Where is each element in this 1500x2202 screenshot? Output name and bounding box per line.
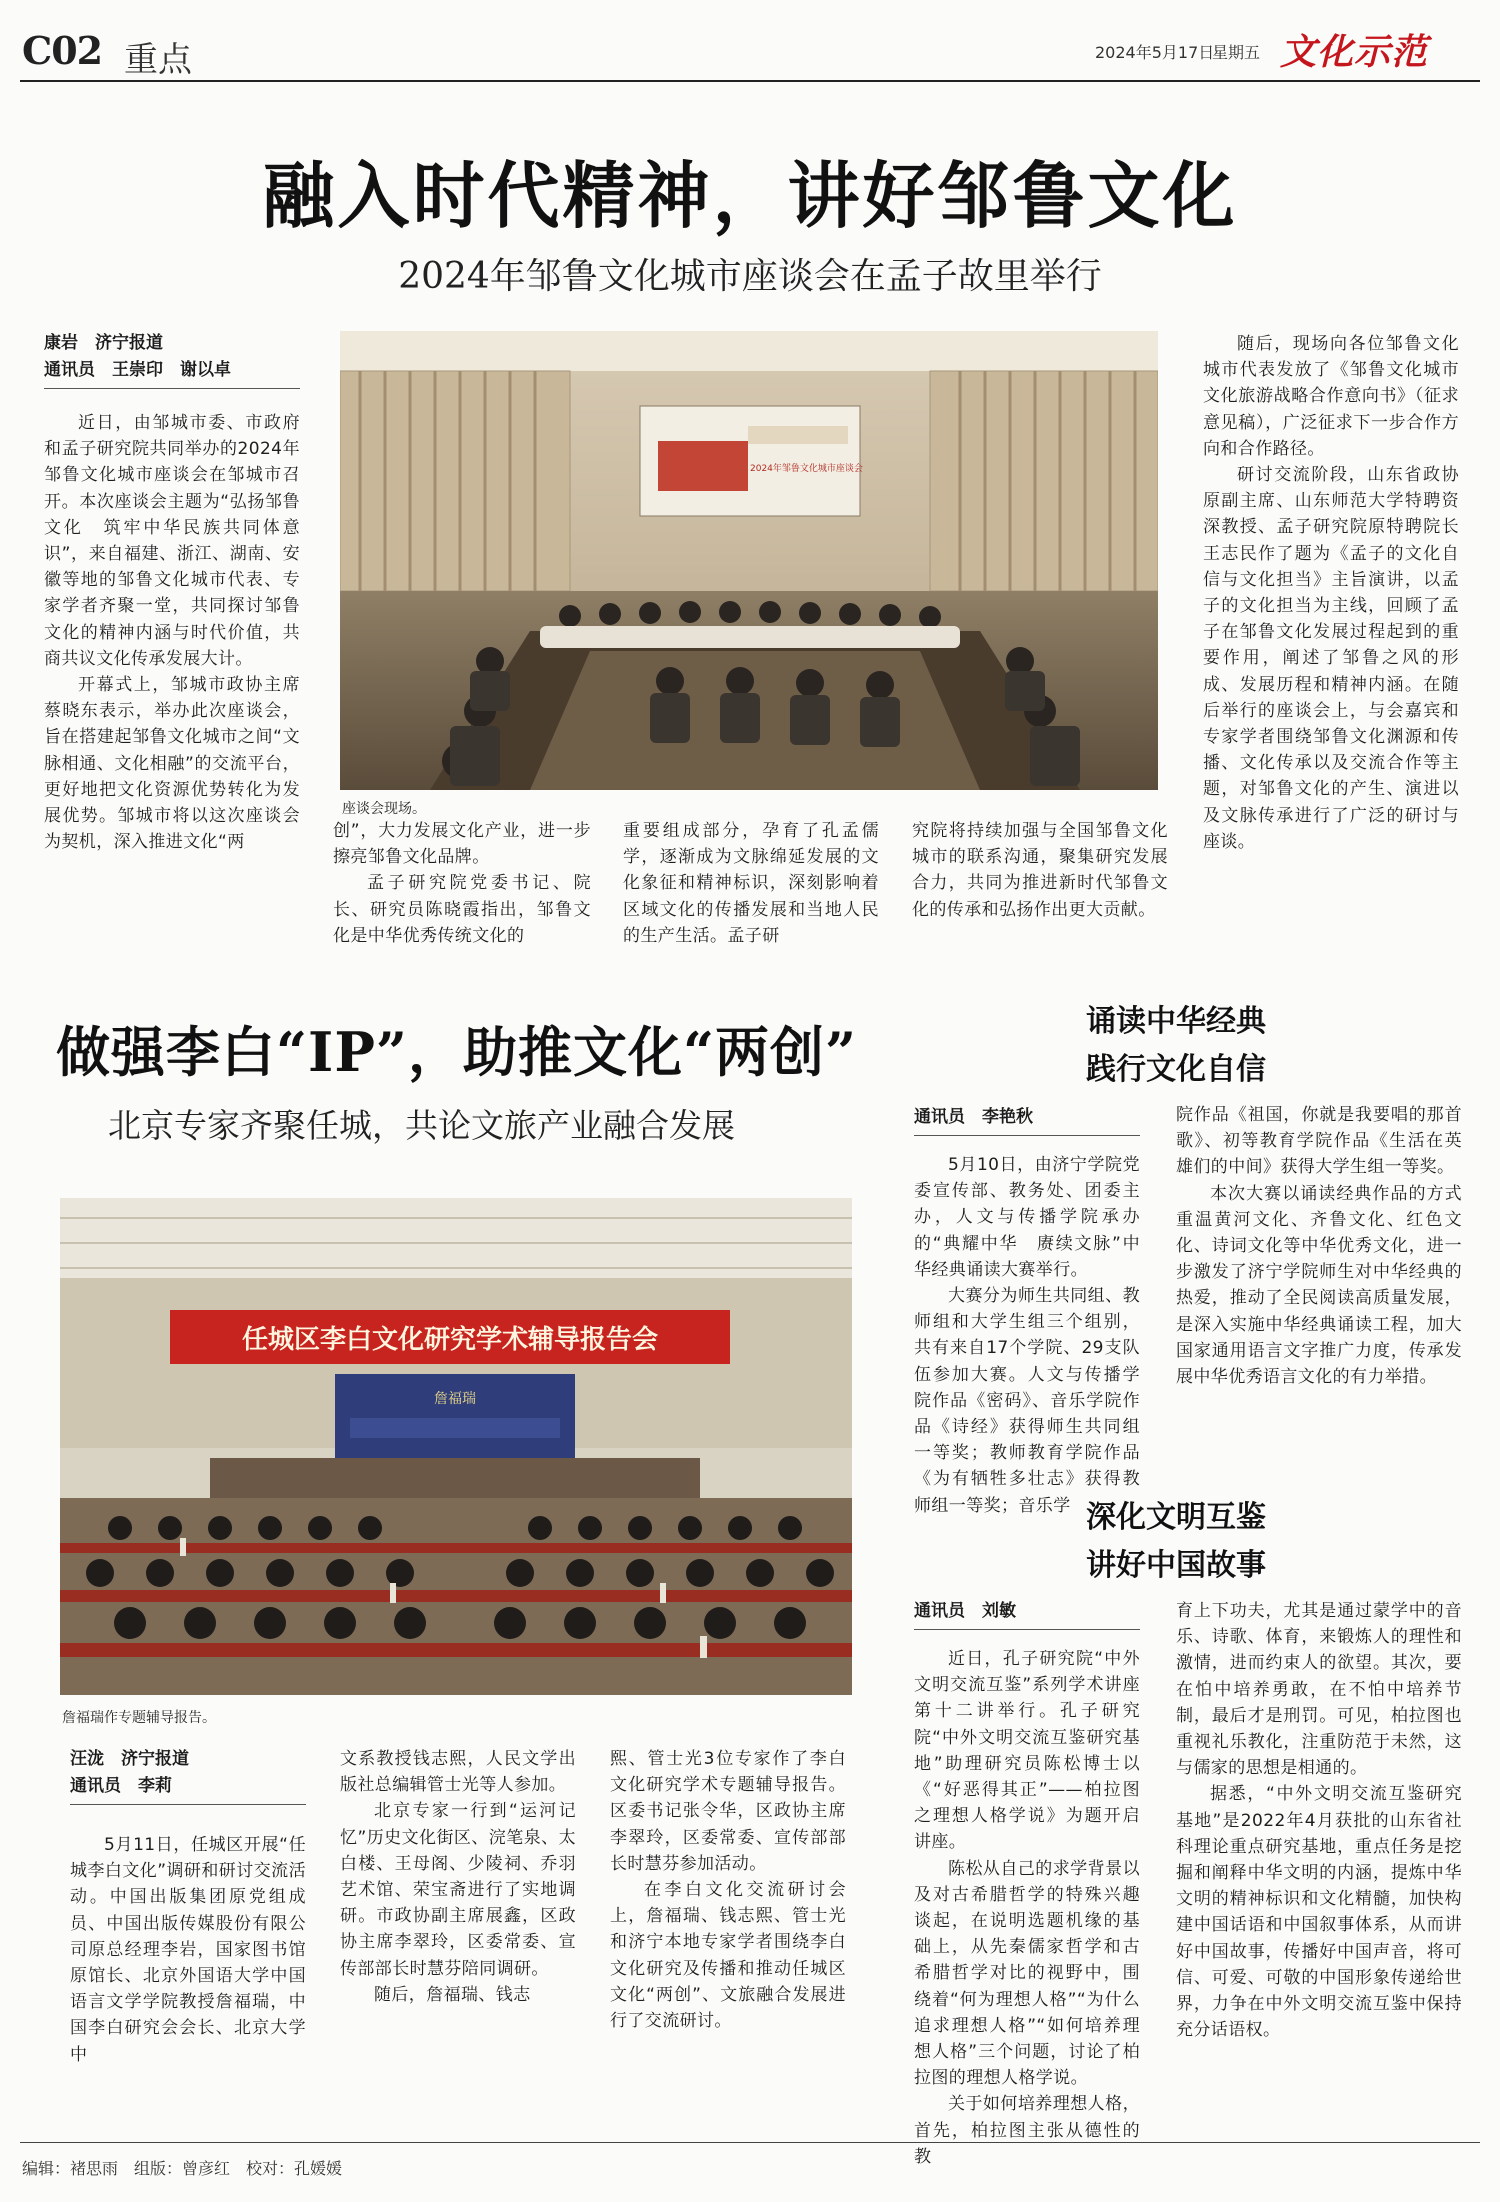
story3-byline-correspondent: 通讯员 李艳秋 bbox=[914, 1107, 1033, 1127]
page-code: C02 bbox=[22, 28, 103, 73]
story1-column-3 bbox=[623, 818, 879, 949]
story1-byline bbox=[44, 330, 300, 389]
story1-column-4 bbox=[912, 818, 1168, 923]
paragraph: 育上下功夫，尤其是通过蒙学中的音乐、诗歌、体育，来锻炼人的理性和激情，进而约束人的欲望。其次，要在怕中培养勇敢，在不怕中培养节制，最后才是刑罚。可见，柏拉图也重视礼乐教化，注重防范于未然，这与儒家的思想是相通的。 bbox=[1176, 1601, 1462, 1779]
story3-headline-line2: 践行文化自信 bbox=[1086, 1052, 1266, 1087]
paragraph: 随后，现场向各位邹鲁文化城市代表发放了《邹鲁文化城市文化旅游战略合作意向书》（征求意见稿），广泛征求下一步合作方向和合作路径。 bbox=[1203, 334, 1459, 459]
paragraph: 5月10日，由济宁学院党委宣传部、教务处、团委主办，人文与传播学院承办的“典耀中华 赓续文脉”中华经典诵读大赛举行。 bbox=[914, 1155, 1140, 1280]
header-rule bbox=[20, 80, 1480, 82]
paragraph: 研讨交流阶段，山东省政协原副主席、山东师范大学特聘资深教授、孟子研究院原特聘院长王志民作了题为《孟子的文化自信与文化担当》主旨演讲，以孟子的文化担当为主线，回顾了孟子在邹鲁文化发展过程起到的重要作用，阐述了邹鲁之风的形成、发展历程和精神内涵。在随后举行的座谈会上，与会嘉宾和专家学者围绕邹鲁文化渊源和传播、文化传承以及交流合作等主题，对邹鲁文化的产生、演进以及文脉传承进行了广泛的研讨与座谈。 bbox=[1203, 465, 1459, 852]
brand-logo: 文化示范 bbox=[1280, 31, 1429, 73]
story4-byline-correspondent: 通讯员 刘敏 bbox=[914, 1601, 1016, 1621]
footer-rule bbox=[20, 2142, 1480, 2143]
story2-photo-caption: 詹福瑞作专题辅导报告。 bbox=[62, 1710, 216, 1726]
paragraph: 孟子研究院党委书记、院长、研究员陈晓霞指出，邹鲁文化是中华优秀传统文化的 bbox=[333, 873, 591, 946]
paragraph: 熙、管士光3位专家作了李白文化研究学术专题辅导报告。区委书记张令华，区政协主席李翠玲，区委常委、宣传部部长时慧芬参加活动。 bbox=[610, 1749, 846, 1874]
story3-headline-line1: 诵读中华经典 bbox=[1086, 1004, 1266, 1039]
photo-banner-text: 任城区李白文化研究学术辅导报告会 bbox=[241, 1325, 659, 1355]
story2-photo bbox=[60, 1198, 852, 1695]
paragraph: 近日，孔子研究院“中外文明交流互鉴”系列学术讲座第十二讲举行。孔子研究院“中外文明交流互鉴研究基地”助理研究员陈松博士以《“好恶得其正”——柏拉图之理想人格学说》为题开启讲座。 bbox=[914, 1649, 1140, 1853]
paragraph: 重要组成部分，孕育了孔孟儒学，逐渐成为文脉绵延发展的文化象征和精神标识，深刻影响着区域文化的传播发展和当地人民的生产生活。孟子研 bbox=[623, 821, 879, 946]
story2-column-2 bbox=[340, 1746, 576, 2008]
byline-rule bbox=[44, 388, 300, 389]
story1-headline: 融入时代精神，讲好邹鲁文化 bbox=[262, 153, 1238, 238]
paragraph: 究院将持续加强与全国邹鲁文化城市的联系沟通，聚集研究发展合力，共同为推进新时代邹鲁文化的传承和弘扬作出更大贡献。 bbox=[912, 821, 1168, 920]
story1-byline-correspondent: 通讯员 王崇印 谢以卓 bbox=[44, 360, 231, 380]
section-name: 重点 bbox=[124, 40, 192, 80]
paragraph: 北京专家一行到“运河记忆”历史文化街区、浣笔泉、太白楼、王母阁、少陵祠、乔羽艺术馆、荣宝斋进行了实地调研。市政协副主席展鑫，区政协主席李翠玲，区委常委、宣传部部长时慧芬陪同调研。 bbox=[340, 1801, 576, 1979]
paragraph: 院作品《祖国，你就是我要唱的那首歌》、初等教育学院作品《生活在英雄们的中间》获得大学生组一等奖。 bbox=[1176, 1105, 1462, 1178]
footer-credits: 编辑：褚思雨 组版：曾彦红 校对：孔媛媛 bbox=[22, 2159, 343, 2178]
story1-photo-caption: 座谈会现场。 bbox=[342, 801, 426, 817]
paragraph: 本次大赛以诵读经典作品的方式重温黄河文化、齐鲁文化、红色文化、诗词文化等中华优秀文化，进一步激发了济宁学院师生对中华经典的热爱，推动了全民阅读高质量发展，是深入实施中华经典诵读工程，加大国家通用语言文字推广力度，传承发展中华优秀语言文化的有力举措。 bbox=[1176, 1183, 1462, 1388]
story3-column-1 bbox=[914, 1152, 1140, 1519]
story1-column-2 bbox=[333, 818, 591, 949]
paragraph: 5月11日，任城区开展“任城李白文化”调研和研讨交流活动。中国出版集团原党组成员、中国出版传媒股份有限公司原总经理李岩，国家图书馆原馆长、北京外国语大学中国语言文学学院教授詹福瑞，中国李白研究会会长、北京大学中 bbox=[70, 1835, 306, 2065]
story2-subhead: 北京专家齐聚任城，共论文旅产业融合发展 bbox=[108, 1106, 735, 1145]
paragraph: 据悉，“中外文明交流互鉴研究基地”是2022年4月获批的山东省社科理论重点研究基地，重点任务是挖掘和阐释中华文明的内涵，提炼中华文明的精神标识和文化精髓，加快构建中国话语和中国叙事体系，从而讲好中国故事，传播好中国声音，将可信、可爱、可敬的中国形象传递给世界，力争在中外文明交流互鉴中保持充分话语权。 bbox=[1176, 1784, 1462, 2041]
story3-byline bbox=[914, 1104, 1140, 1136]
photo-screen-text: 詹福瑞 bbox=[434, 1391, 476, 1407]
paragraph: 创”，大力发展文化产业，进一步擦亮邹鲁文化品牌。 bbox=[333, 821, 591, 868]
story3-column-2 bbox=[1176, 1102, 1462, 1390]
story4-headline-line2: 讲好中国故事 bbox=[1086, 1548, 1266, 1583]
photo-screen-text: 2024年邹鲁文化城市座谈会 bbox=[750, 464, 863, 474]
paragraph: 随后，詹福瑞、钱志 bbox=[374, 1984, 531, 2005]
issue-date: 2024年5月17日 bbox=[1095, 43, 1215, 62]
story1-subhead: 2024年邹鲁文化城市座谈会在孟子故里举行 bbox=[398, 256, 1102, 297]
story2-column-1 bbox=[70, 1832, 306, 2068]
story4-headline-line1: 深化文明互鉴 bbox=[1086, 1500, 1266, 1535]
story2-headline: 做强李白“IP”，助推文化“两创” bbox=[56, 1020, 858, 1084]
story4-column-1 bbox=[914, 1646, 1140, 2170]
story2-byline bbox=[70, 1746, 306, 1805]
paragraph: 陈松从自己的求学背景以及对古希腊哲学的特殊兴趣谈起，在说明选题机缘的基础上，从先秦儒家哲学和古希腊哲学对比的视野中，围绕着“何为理想人格”“为什么追求理想人格”“如何培养理想人格”三个问题，讨论了柏拉图的理想人格学说。 bbox=[914, 1858, 1140, 2089]
story2-byline-reporter: 汪泷 济宁报道 bbox=[70, 1749, 189, 1769]
paragraph: 开幕式上，邹城市政协主席蔡晓东表示，举办此次座谈会，旨在搭建起邹鲁文化城市之间“文脉相通、文化相融”的交流平台，更好地把文化资源优势转化为发展优势。邹城市将以这次座谈会为契机，深入推进文化“两 bbox=[44, 675, 300, 853]
story2-column-3 bbox=[610, 1746, 846, 2034]
issue-weekday: 星期五 bbox=[1212, 43, 1261, 62]
paragraph: 关于如何培养理想人格，首先，柏拉图主张从德性的教 bbox=[914, 2094, 1140, 2167]
story1-byline-reporter: 康岩 济宁报道 bbox=[44, 333, 163, 353]
story4-byline bbox=[914, 1598, 1140, 1630]
paragraph: 近日，由邹城市委、市政府和孟子研究院共同举办的2024年邹鲁文化城市座谈会在邹城市召开。本次座谈会主题为“弘扬邹鲁文化 筑牢中华民族共同体意识”，来自福建、浙江、湖南、安徽等地的邹鲁文化城市代表、专家学者齐聚一堂，共同探讨邹鲁文化的精神内涵与时代价值，共商共议文化传承发展大计。 bbox=[44, 413, 300, 669]
story4-column-2 bbox=[1176, 1598, 1462, 2043]
story1-photo bbox=[340, 331, 1158, 790]
paragraph: 在李白文化交流研讨会上，詹福瑞、钱志熙、管士光和济宁本地专家学者围绕李白文化研究及传播和推动任城区文化“两创”、文旅融合发展进行了交流研讨。 bbox=[610, 1880, 846, 2032]
paragraph: 大赛分为师生共同组、教师组和大学生组三个组别，共有来自17个学院、29支队伍参加大赛。人文与传播学院作品《密码》、音乐学院作品《诗经》获得师生共同组一等奖；教师教育学院作品《为有牺牲多壮志》获得教师组一等奖；音乐学 bbox=[914, 1286, 1140, 1516]
paragraph: 文系教授钱志熙，人民文学出版社总编辑管士光等人参加。 bbox=[340, 1749, 576, 1796]
story1-column-1 bbox=[44, 410, 300, 855]
byline-rule bbox=[914, 1629, 1140, 1630]
byline-rule bbox=[70, 1804, 306, 1805]
byline-rule bbox=[914, 1135, 1140, 1136]
story1-column-5 bbox=[1203, 331, 1459, 855]
story2-byline-correspondent: 通讯员 李莉 bbox=[70, 1776, 172, 1796]
